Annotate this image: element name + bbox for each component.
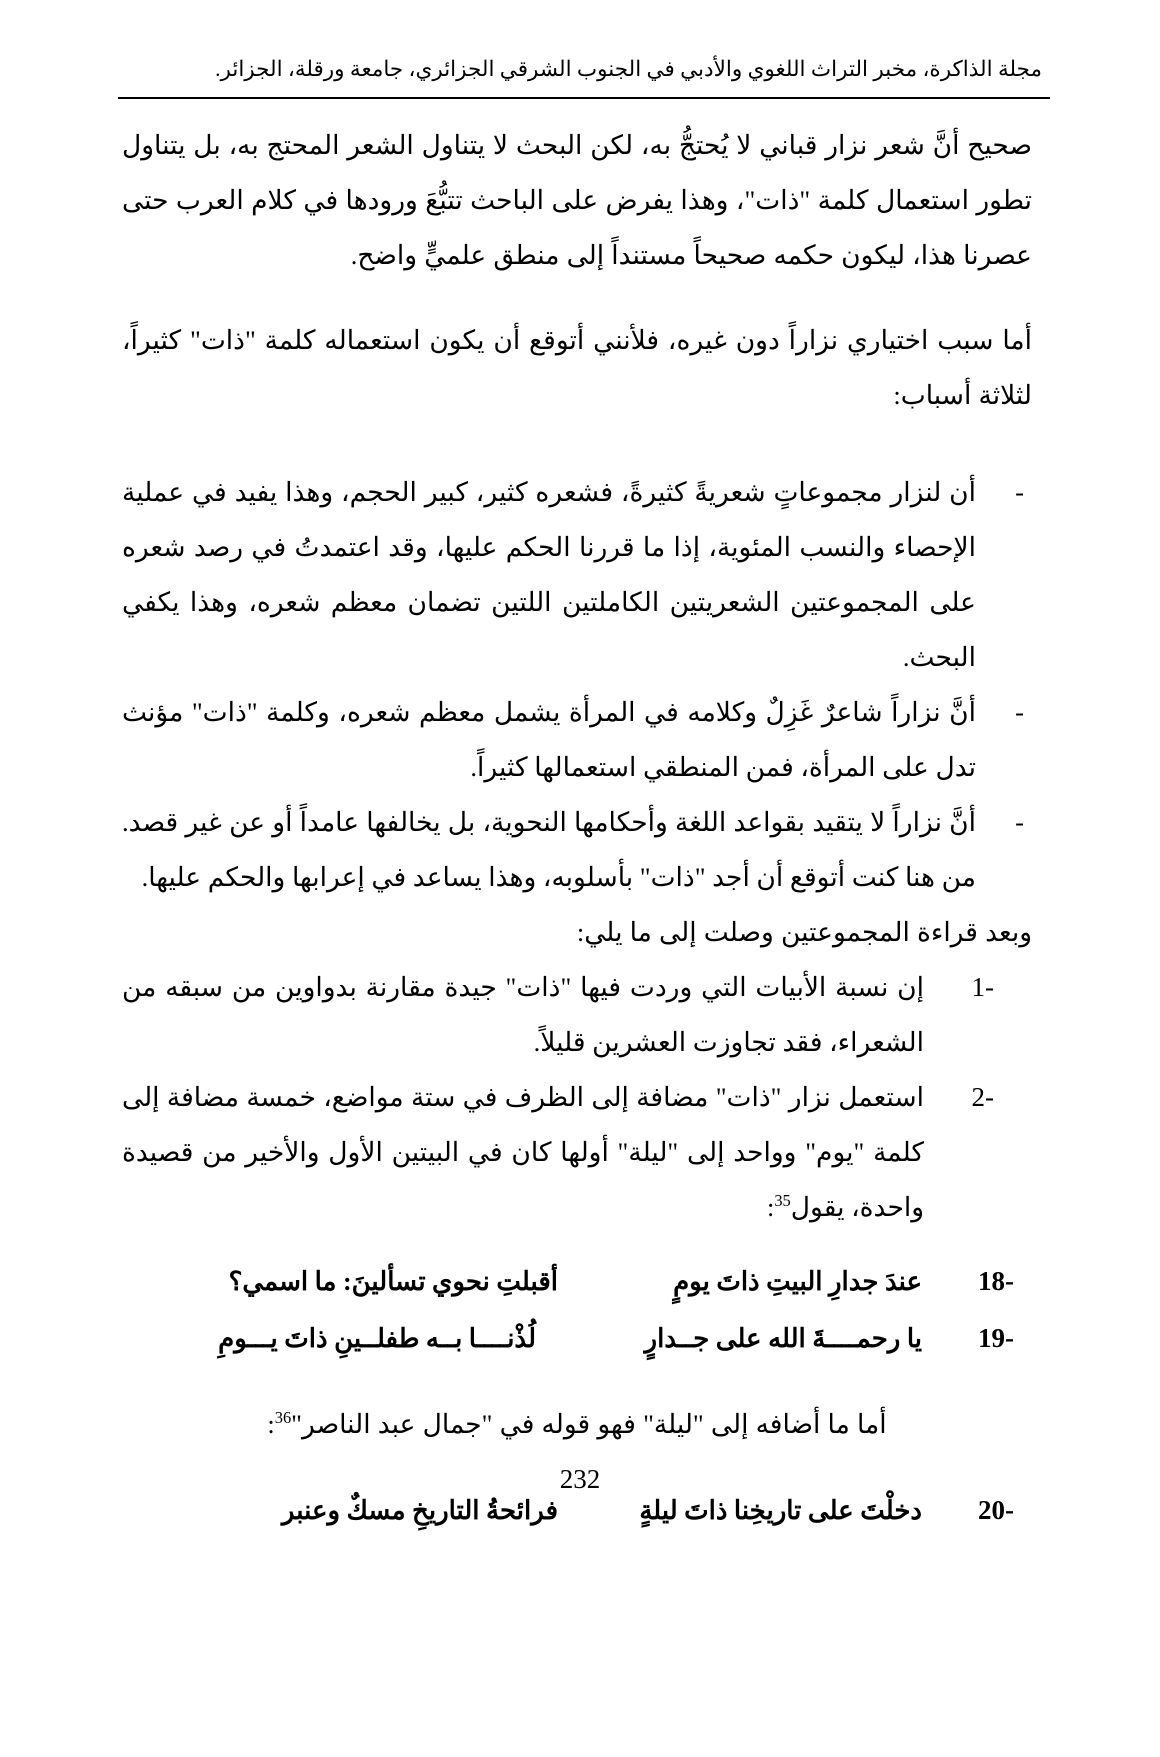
list-item-text: استعمل نزار "ذات" مضافة إلى الظرف في ستة مواضع، خمسة مضافة إلى كلمة "يوم" وواحد إلى "ليلة" أولها كان في البيتين الأول والأخير من قصيدة واحدة، يقول$^{35}$:	[122, 1082, 924, 1222]
list-item-text: أنَّ نزاراً شاعرٌ غَزِلٌ وكلامه في المرأة يشمل معظم شعره، وكلمة "ذات" مؤنث تدل على المرأة، فمن المنطقي استعمالها كثيراً.	[122, 697, 976, 782]
verse-hemistich-a: دخلْتَ على تاريخِنا ذاتَ ليلةٍ	[639, 1496, 922, 1525]
dash-bullet-icon: -	[1015, 807, 1024, 837]
verse-hemistich-a: عندَ جدارِ البيتِ ذاتَ يومٍ	[673, 1267, 922, 1296]
spacer	[122, 423, 1032, 465]
verse-hemistich-b: أقبلتِ نحوي تسألينَ: ما اسمي؟	[228, 1267, 558, 1296]
list-item-text: أنَّ نزاراً لا يتقيد بقواعد اللغة وأحكامها النحوية، بل يخالفها عامداً أو عن غير قصد. من هنا كنت أتوقع أن أجد "ذات" بأسلوبه، وهذا يساعد في إعرابها والحكم عليها.	[122, 807, 976, 892]
verse-hemistich-b: لُذْنــــا بــه طفلــينِ ذاتَ يـــومِ	[218, 1324, 536, 1353]
list-item	[122, 465, 1032, 685]
verse-number: 19-	[978, 1323, 1014, 1353]
list-item	[122, 1070, 1032, 1235]
footnote-marker: 36	[274, 1408, 292, 1428]
spacer	[122, 283, 1032, 313]
list-item	[122, 960, 1032, 1070]
verse-block-first	[122, 1253, 1032, 1367]
reasons-list	[122, 465, 1032, 905]
page-number: 232	[559, 1464, 601, 1494]
list-item-body: استعمل نزار "ذات" مضافة إلى الظرف في ستة مواضع، خمسة مضافة إلى كلمة "يوم" وواحد إلى "ليلة" أولها كان في البيتين الأول والأخير من قصيدة واحدة، يقول	[122, 1082, 924, 1222]
list-item	[122, 795, 1032, 905]
verse-line	[122, 1253, 1032, 1310]
running-head: مجلة الذاكرة، مخبر التراث اللغوي والأدبي في الجنوب الشرقي الجزائري، جامعة ورقلة، الجزائر.	[215, 57, 1042, 81]
verse-number: 18-	[978, 1266, 1014, 1296]
paragraph-4-text: أما ما أضافه إلى "ليلة" فهو قوله في "جمال عبد الناصر"	[291, 1409, 887, 1439]
dash-bullet-icon: -	[1015, 697, 1024, 727]
list-item-number: 1-	[971, 972, 994, 1002]
paragraph-3: وبعد قراءة المجموعتين وصلت إلى ما يلي:	[576, 917, 1032, 947]
list-item-number: 2-	[971, 1082, 994, 1112]
list-item-text: إن نسبة الأبيات التي وردت فيها "ذات" جيدة مقارنة بدواوين من سبقه من الشعراء، فقد تجاوزت العشرين قليلاً.	[122, 972, 924, 1057]
verse-hemistich-a: يا رحمــــةَ الله على جــدارٍ	[644, 1324, 922, 1353]
footnote-marker: 35	[774, 1191, 791, 1211]
findings-list	[122, 960, 1032, 1235]
verse-line	[122, 1310, 1032, 1367]
verse-number: 20-	[978, 1495, 1014, 1525]
page-content	[122, 118, 1032, 1539]
spacer	[122, 1235, 1032, 1253]
spacer	[122, 1367, 1032, 1397]
paragraph-2: أما سبب اختياري نزاراً دون غيره، فلأنني أتوقع أن يكون استعماله كلمة "ذات" كثيراً، لثلاثة أسباب:	[122, 325, 1032, 410]
list-item-text: أن لنزار مجموعاتٍ شعريةً كثيرةً، فشعره كثير، كبير الحجم، وهذا يفيد في عملية الإحصاء والنسب المئوية، إذا ما قررنا الحكم عليها، وقد اعتمدتُ في رصد شعره على المجموعتين الشعريتين الكاملتين اللتين تضمان معظم شعره، وهذا يكفي البحث.	[122, 477, 976, 672]
list-item	[122, 685, 1032, 795]
header-rule	[118, 97, 1050, 99]
paragraph-1: صحيح أنَّ شعر نزار قباني لا يُحتجُّ به، لكن البحث لا يتناول الشعر المحتج به، بل يتناول تطور استعمال كلمة "ذات"، وهذا يفرض على الباحث تتبُّعَ ورودها في كلام العرب حتى عصرنا هذا، ليكون حكمه صحيحاً مستنداً إلى منطق علميٍّ واضح.	[122, 130, 1032, 270]
paragraph-4: أما ما أضافه إلى "ليلة" فهو قوله في "جمال عبد الناصر"$^{36}$:	[267, 1408, 887, 1439]
dash-bullet-icon: -	[1015, 477, 1024, 507]
verse-hemistich-b: فرائحةُ التاريخِ مسكٌ وعنبر	[281, 1496, 558, 1525]
